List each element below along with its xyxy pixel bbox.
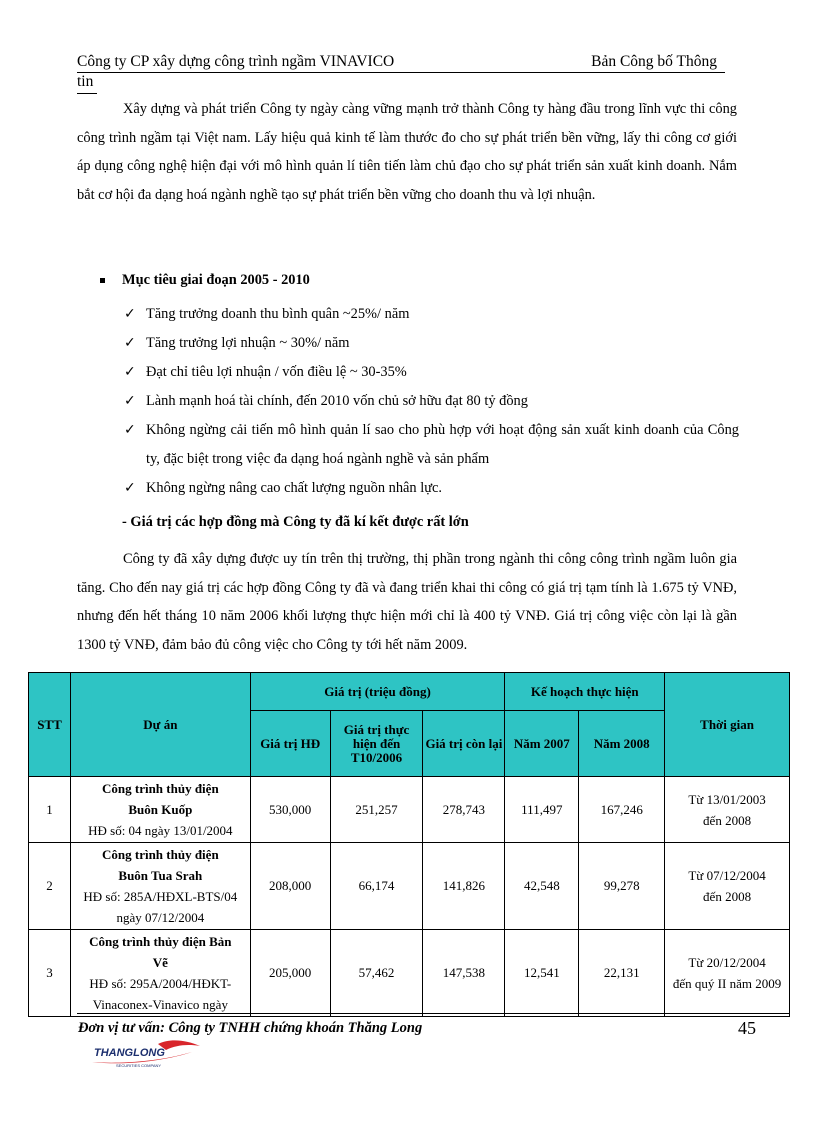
header-doc-title-cont: tin <box>77 73 94 90</box>
cell-project <box>70 843 250 930</box>
checkmark-icon: ✓ <box>124 364 136 380</box>
cell-2007: 111,497 <box>505 777 579 843</box>
goal-item <box>122 387 739 416</box>
header-value-done: Giá trị thực hiện đến T10/2006 <box>330 711 423 777</box>
checkmark-icon: ✓ <box>124 335 136 351</box>
goals-list <box>122 300 739 503</box>
goal-text: Tăng trưởng doanh thu bình quân ~25%/ năm <box>146 306 410 322</box>
table-row <box>29 843 790 930</box>
header-project: Dự án <box>70 673 250 777</box>
cell-2008: 167,246 <box>579 777 665 843</box>
cell-project <box>70 777 250 843</box>
header-plan-2008: Năm 2008 <box>579 711 665 777</box>
cell-stt: 3 <box>29 930 71 1017</box>
projects-table <box>28 672 790 1017</box>
project-name-cont: Buôn Kuốp <box>128 802 193 817</box>
cell-value: 205,000 <box>250 930 330 1017</box>
cell-remaining: 278,743 <box>423 777 505 843</box>
cell-done: 66,174 <box>330 843 423 930</box>
header-company: Công ty CP xây dựng công trình ngầm VINAVICO <box>77 53 395 70</box>
checkmark-icon: ✓ <box>124 306 136 322</box>
logo-subtext: SECURITIES COMPANY <box>116 1063 162 1068</box>
header-value-remaining: Giá trị còn lại <box>423 711 505 777</box>
goal-item <box>122 416 739 474</box>
cell-stt: 1 <box>29 777 71 843</box>
goal-item <box>122 300 739 329</box>
header-plan-group: Kế hoạch thực hiện <box>505 673 665 711</box>
cell-2008: 99,278 <box>579 843 665 930</box>
checkmark-icon: ✓ <box>124 393 136 409</box>
header-underline-cont <box>77 93 97 94</box>
cell-done: 57,462 <box>330 930 423 1017</box>
logo-text: THANGLONG <box>94 1047 165 1059</box>
project-contract: HĐ số: 295A/2004/HĐKT-Vinaconex-Vinavico ngày <box>89 976 232 1012</box>
cell-time <box>665 777 790 843</box>
project-name-cont: Vẽ <box>152 955 168 970</box>
project-name: Công trình thủy điện <box>102 781 219 796</box>
checkmark-icon: ✓ <box>124 480 136 496</box>
goal-item <box>122 474 739 503</box>
time-line: Từ 07/12/2004 <box>688 868 766 883</box>
contracts-text: Công ty đã xây dựng được uy tín trên thị trường, thị phần trong ngành thi công công trình ngầm luôn gia tăng. Cho đến nay giá trị các hợp đồng Công ty đã và đang triển khai thi công có giá trị tạm tính là 1.675 tỷ VNĐ, nhưng đến hết tháng 10 năm 2006 khối lượng thực hiện mới chỉ là 400 tỷ VNĐ. Giá trị công việc còn lại là gần 1300 tỷ VNĐ, đảm bảo đủ công việc cho Công ty tới hết năm 2009. <box>77 551 737 653</box>
contracts-heading: - Giá trị các hợp đồng mà Công ty đã kí kết được rất lớn <box>122 514 469 530</box>
project-name: Công trình thủy điện <box>102 847 219 862</box>
goal-text: Tăng trưởng lợi nhuận ~ 30%/ năm <box>146 335 350 351</box>
checkmark-icon: ✓ <box>124 422 136 438</box>
cell-stt: 2 <box>29 843 71 930</box>
goal-text: Không ngừng nâng cao chất lượng nguồn nhân lực. <box>146 480 442 496</box>
cell-value: 530,000 <box>250 777 330 843</box>
header-stt: STT <box>29 673 71 777</box>
time-line: đến 2008 <box>703 889 752 904</box>
table-header-row <box>29 673 790 711</box>
cell-time <box>665 843 790 930</box>
square-bullet-icon <box>100 278 105 283</box>
time-line: Từ 13/01/2003 <box>688 791 766 807</box>
project-name: Công trình thủy điện Bản <box>89 934 232 949</box>
goal-item <box>122 329 739 358</box>
header-value-contract: Giá trị HĐ <box>250 711 330 777</box>
goals-heading-text: Mục tiêu giai đoạn 2005 - 2010 <box>122 272 310 288</box>
footer-rule <box>77 1013 790 1014</box>
table-row <box>29 930 790 1017</box>
time-line: Từ 20/12/2004 <box>688 955 766 970</box>
header-value-group: Giá trị (triệu đồng) <box>250 673 505 711</box>
header-doc-title: Bản Công bố Thông <box>591 53 717 70</box>
goal-item <box>122 358 739 387</box>
cell-2007: 42,548 <box>505 843 579 930</box>
time-line: đến quý II năm 2009 <box>672 976 782 991</box>
header-time: Thời gian <box>665 673 790 777</box>
contracts-paragraph <box>77 545 737 659</box>
project-name-cont: Buôn Tua Srah <box>118 868 203 883</box>
cell-remaining: 141,826 <box>423 843 505 930</box>
goal-text: Đạt chỉ tiêu lợi nhuận / vốn điều lệ ~ 30-35% <box>146 364 407 380</box>
project-contract: HĐ số: 04 ngày 13/01/2004 <box>88 823 233 838</box>
intro-paragraph <box>77 95 737 209</box>
thanglong-logo <box>88 1038 203 1068</box>
project-contract: HĐ số: 285A/HĐXL-BTS/04 ngày 07/12/2004 <box>83 889 238 925</box>
cell-time <box>665 930 790 1017</box>
cell-remaining: 147,538 <box>423 930 505 1017</box>
table-row <box>29 777 790 843</box>
cell-done: 251,257 <box>330 777 423 843</box>
goal-text: Không ngừng cải tiến mô hình quản lí sao cho phù hợp với hoạt động sản xuất kinh doanh của Công ty, đặc biệt trong việc đa dạng hoá ngành nghề và sản phẩm <box>146 422 739 467</box>
cell-2007: 12,541 <box>505 930 579 1017</box>
time-line: đến 2008 <box>703 812 752 828</box>
intro-text: Xây dựng và phát triển Công ty ngày càng vững mạnh trở thành Công ty hàng đầu trong lĩnh vực thi công công trình ngầm tại Việt nam. Lấy hiệu quả kinh tế làm thước đo cho sự phát triển bền vững, lấy thi công cơ giới áp dụng công nghệ hiện đại với mô hình quản lí tiên tiến làm chủ đạo cho sự phát triển sản xuất kinh doanh. Nắm bắt cơ hội đa dạng hoá ngành nghề tạo sự phát triển bền vững cho doanh thu và lợi nhuận. <box>77 101 737 203</box>
cell-2008: 22,131 <box>579 930 665 1017</box>
cell-value: 208,000 <box>250 843 330 930</box>
goals-heading <box>100 272 310 289</box>
page-number: 45 <box>738 1018 756 1038</box>
goal-text: Lành mạnh hoá tài chính, đến 2010 vốn chủ sở hữu đạt 80 tỷ đồng <box>146 393 528 409</box>
header-plan-2007: Năm 2007 <box>505 711 579 777</box>
header-underline <box>77 72 725 73</box>
footer-consultant: Đơn vị tư vấn: Công ty TNHH chứng khoán Thăng Long <box>78 1020 423 1036</box>
cell-project <box>70 930 250 1017</box>
